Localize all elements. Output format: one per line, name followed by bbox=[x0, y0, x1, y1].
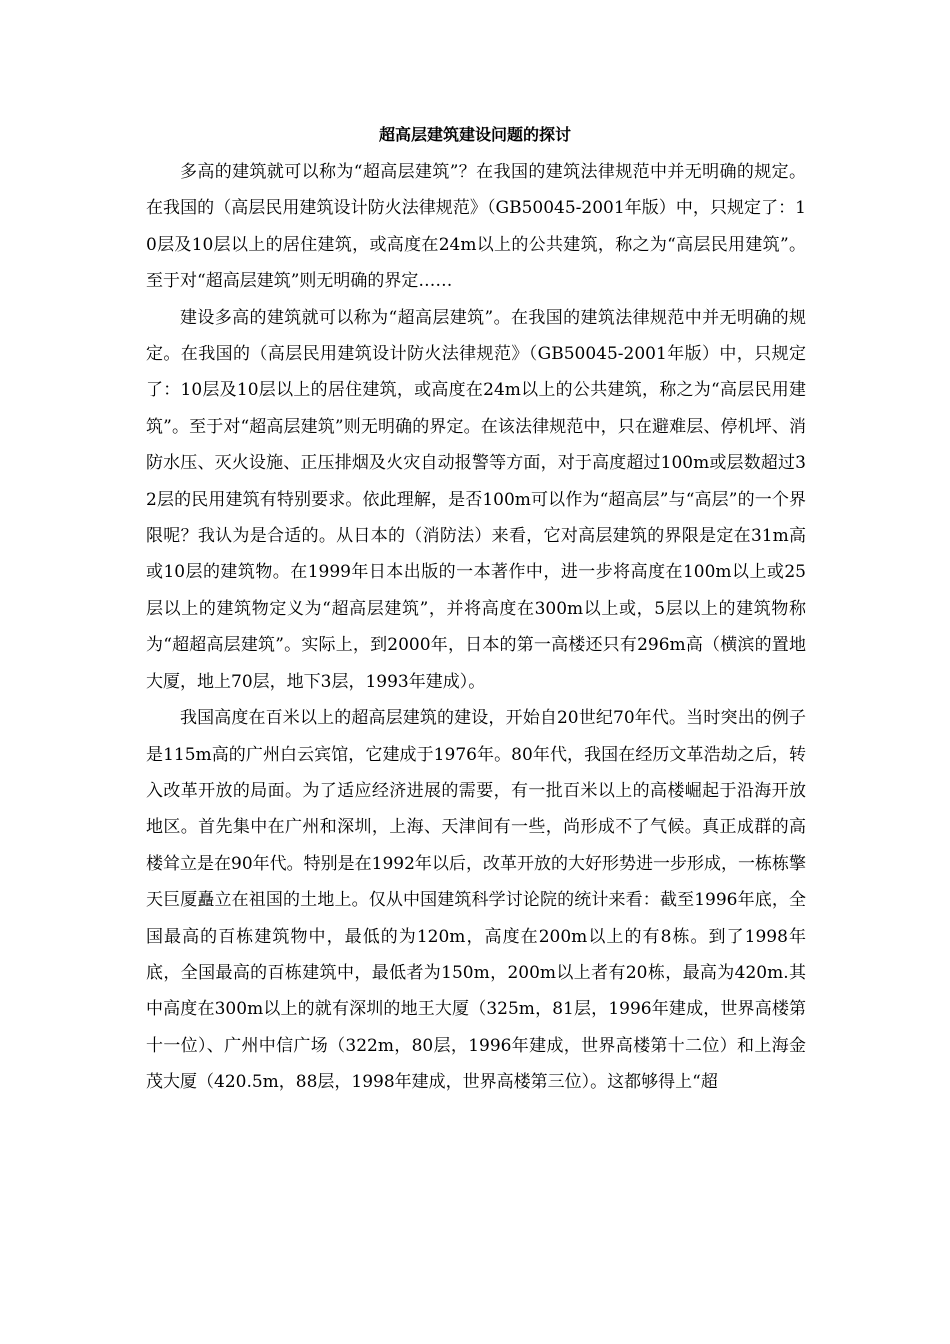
document-body bbox=[146, 154, 806, 1101]
paragraph-china-history: 我国高度在百米以上的超高层建筑的建设，开始自20世纪70年代。当时突出的例子是115m高的广州白云宾馆，它建成于1976年。80年代，我国在经历文革浩劫之后，转入改革开放的局面。为了适应经济进展的需要，有一批百米以上的高楼崛起于沿海开放地区。首先集中在广州和深圳，上海、天津间有一些，尚形成不了气候。真正成群的高楼耸立是在90年代。特别是在1992年以后，改革开放的大好形势进一步形成，一栋栋擎天巨厦矗立在祖国的土地上。仅从中国建筑科学讨论院的统计来看：截至1996年底，全国最高的百栋建筑物中，最低的为120m，高度在200m以上的有8栋。到了1998年底，全国最高的百栋建筑中，最低者为150m，200m以上者有20栋，最高为420m.其中高度在300m以上的就有深圳的地王大厦（325m，81层，1996年建成，世界高楼第十一位）、广州中信广场（322m，80层，1996年建成，世界高楼第十二位）和上海金茂大厦（420.5m，88层，1998年建成，世界高楼第三位）。这都够得上“超 bbox=[146, 708, 806, 1093]
paragraph-definition-detail: 建设多高的建筑就可以称为“超高层建筑”。在我国的建筑法律规范中并无明确的规定。在我国的（高层民用建筑设计防火法律规范》（GB50045-2001年版）中，只规定了：10层及10层以上的居住建筑，或高度在24m以上的公共建筑，称之为“高层民用建筑”。至于对“超高层建筑”则无明确的界定。在该法律规范中，只在避难层、停机坪、消防水压、灭火设施、正压排烟及火灾自动报警等方面，对于高度超过100m或层数超过32层的民用建筑有特别要求。依此理解，是否100m可以作为“超高层”与“高层”的一个界限呢？我认为是合适的。从日本的（消防法）来看，它对高层建筑的界限是定在31m高或10层的建筑物。在1999年日本出版的一本著作中，进一步将高度在100m以上或25层以上的建筑物定义为“超高层建筑”，并将高度在300m以上或，5层以上的建筑物称为“超超高层建筑”。实际上，到2000年，日本的第一高楼还只有296m高（横滨的置地大厦，地上70层，地下3层，1993年建成）。 bbox=[146, 307, 806, 692]
document-title: 超高层建筑建设问题的探讨 bbox=[378, 125, 571, 144]
paragraph-definition-intro: 多高的建筑就可以称为“超高层建筑”？在我国的建筑法律规范中并无明确的规定。在我国的（高层民用建筑设计防火法律规范》（GB50045-2001年版）中，只规定了：10层及10层以上的居住建筑，或高度在24m以上的公共建筑，称之为“高层民用建筑”。至于对“超高层建筑”则无明确的界定…… bbox=[146, 162, 806, 292]
